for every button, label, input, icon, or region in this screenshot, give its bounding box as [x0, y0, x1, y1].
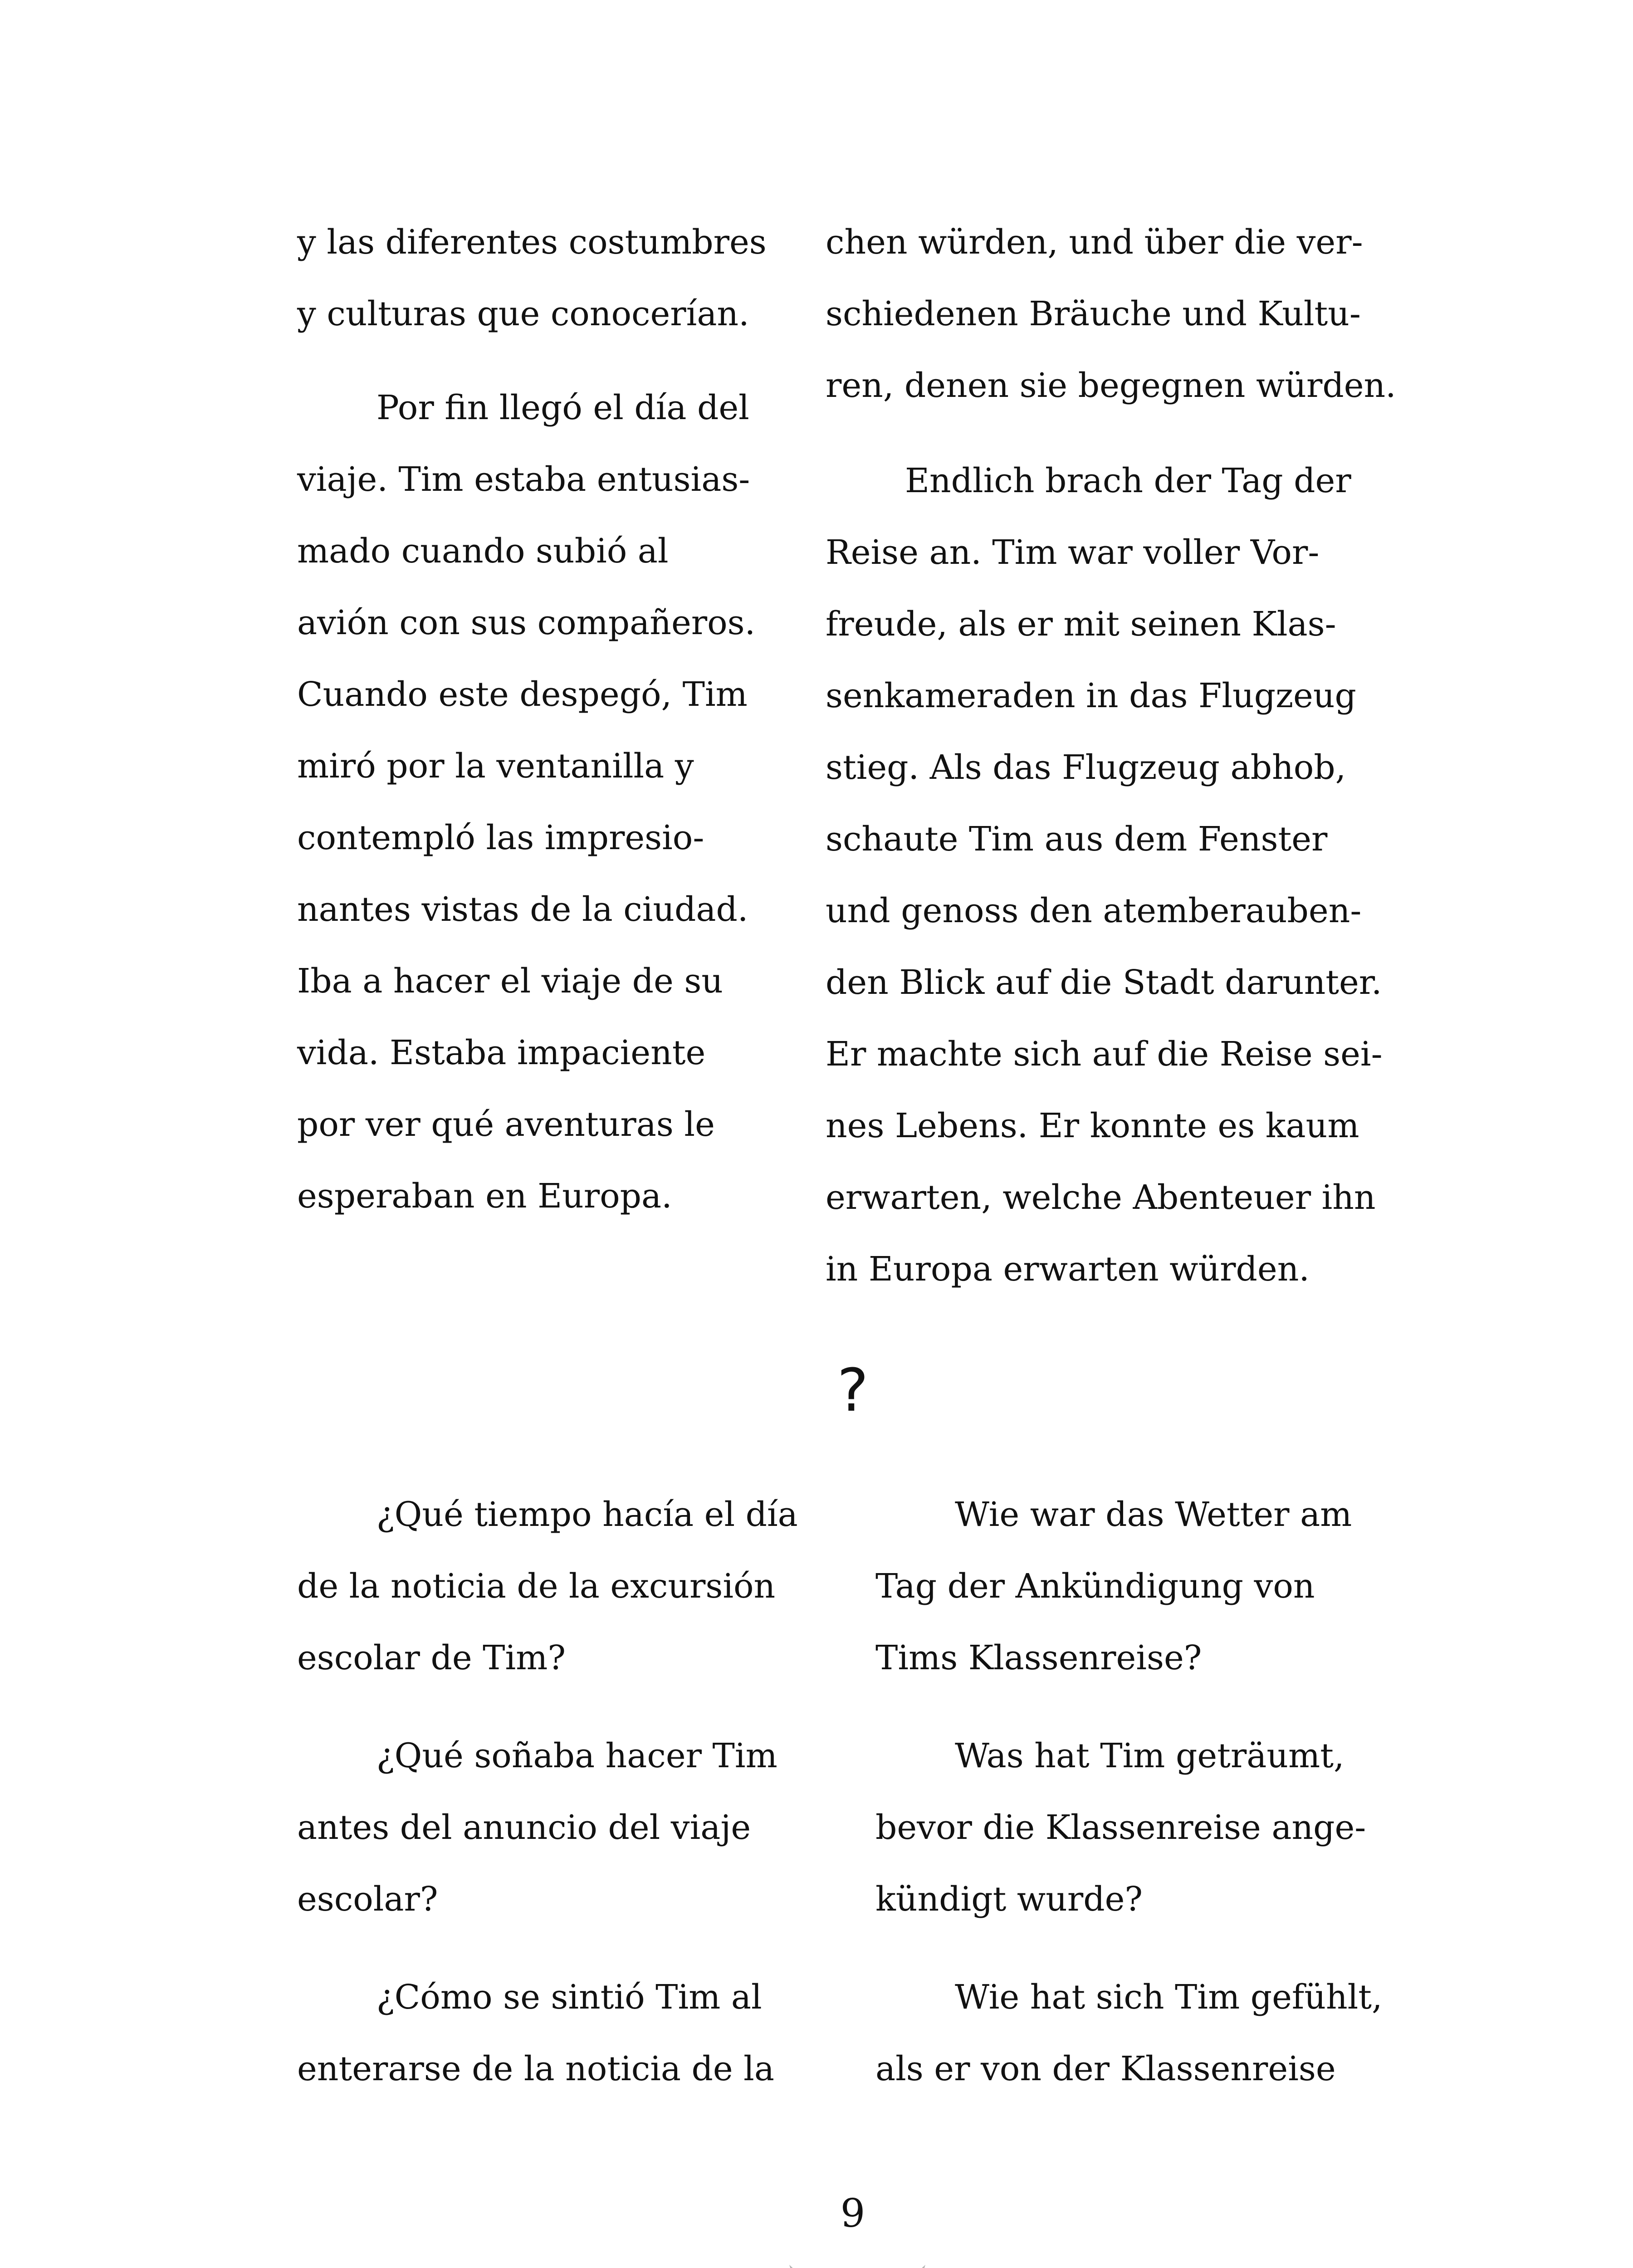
bat-icon — [771, 2261, 944, 2268]
text-line: Er machte sich auf die Reise sei- — [826, 1035, 1383, 1074]
text-line: senkameraden in das Flugzeug — [826, 676, 1356, 715]
text-line: Por fin llegó el día del — [376, 388, 749, 427]
text-line: esperaban en Europa. — [297, 1177, 672, 1216]
page-number: 9 — [840, 2191, 865, 2236]
german-text-column — [826, 206, 1396, 1305]
text-line: und genoss den atemberauben- — [826, 891, 1362, 930]
question-mark-icon: ? — [837, 1356, 869, 1425]
text-line: erwarten, welche Abenteuer ihn — [826, 1178, 1376, 1217]
question-line: kündigt wurde? — [875, 1880, 1143, 1919]
question-line: Wie war das Wetter am — [955, 1495, 1352, 1534]
question-line: Wie hat sich Tim gefühlt, — [955, 1978, 1383, 2017]
text-line: schaute Tim aus dem Fenster — [826, 820, 1328, 859]
text-line: contempló las impresio- — [297, 818, 704, 857]
question-line: enterarse de la noticia de la — [297, 2049, 774, 2088]
question-line: escolar? — [297, 1880, 438, 1919]
spanish-questions-column — [297, 1479, 798, 2105]
text-line: in Europa erwarten würden. — [826, 1250, 1310, 1289]
question-line: Tag der Ankündigung von — [875, 1567, 1315, 1606]
question-line: ¿Cómo se sintió Tim al — [376, 1978, 762, 2017]
text-line: stieg. Als das Flugzeug abhob, — [826, 748, 1346, 787]
text-line: chen würden, und über die ver- — [826, 223, 1363, 262]
question-line: antes del anuncio del viaje — [297, 1808, 751, 1847]
text-line: nes Lebens. Er konnte es kaum — [826, 1106, 1359, 1145]
text-line: den Blick auf die Stadt darunter. — [826, 963, 1382, 1002]
text-line: freude, als er mit seinen Klas- — [826, 605, 1336, 644]
question-line: escolar de Tim? — [297, 1638, 566, 1677]
text-line: nantes vistas de la ciudad. — [297, 890, 748, 929]
text-line: y las diferentes costumbres — [297, 223, 767, 262]
text-line: Endlich brach der Tag der — [905, 461, 1351, 500]
german-questions-column — [875, 1479, 1383, 2105]
spanish-text-column — [297, 206, 767, 1232]
question-line: Was hat Tim geträumt, — [955, 1736, 1345, 1775]
text-line: Iba a hacer el viaje de su — [297, 962, 723, 1001]
text-line: ren, denen sie begegnen würden. — [826, 366, 1396, 405]
text-line: y culturas que conocerían. — [297, 294, 749, 333]
question-line: bevor die Klassenreise ange- — [875, 1808, 1366, 1847]
text-line: miró por la ventanilla y — [297, 747, 694, 786]
question-line: de la noticia de la excursión — [297, 1567, 776, 1606]
text-line: Cuando este despegó, Tim — [297, 675, 748, 714]
text-line: vida. Estaba impaciente — [297, 1033, 706, 1072]
question-line: ¿Qué tiempo hacía el día — [376, 1495, 798, 1534]
question-line: als er von der Klassenreise — [875, 2049, 1336, 2088]
text-line: Reise an. Tim war voller Vor- — [826, 533, 1320, 572]
question-line: ¿Qué soñaba hacer Tim — [376, 1736, 777, 1775]
text-line: avión con sus compañeros. — [297, 603, 756, 642]
text-line: por ver qué aventuras le — [297, 1105, 715, 1144]
text-line: viaje. Tim estaba entusias- — [297, 460, 750, 499]
text-line: mado cuando subió al — [297, 532, 669, 571]
text-line: schiedenen Bräuche und Kultu- — [826, 294, 1361, 333]
question-line: Tims Klassenreise? — [875, 1638, 1202, 1677]
